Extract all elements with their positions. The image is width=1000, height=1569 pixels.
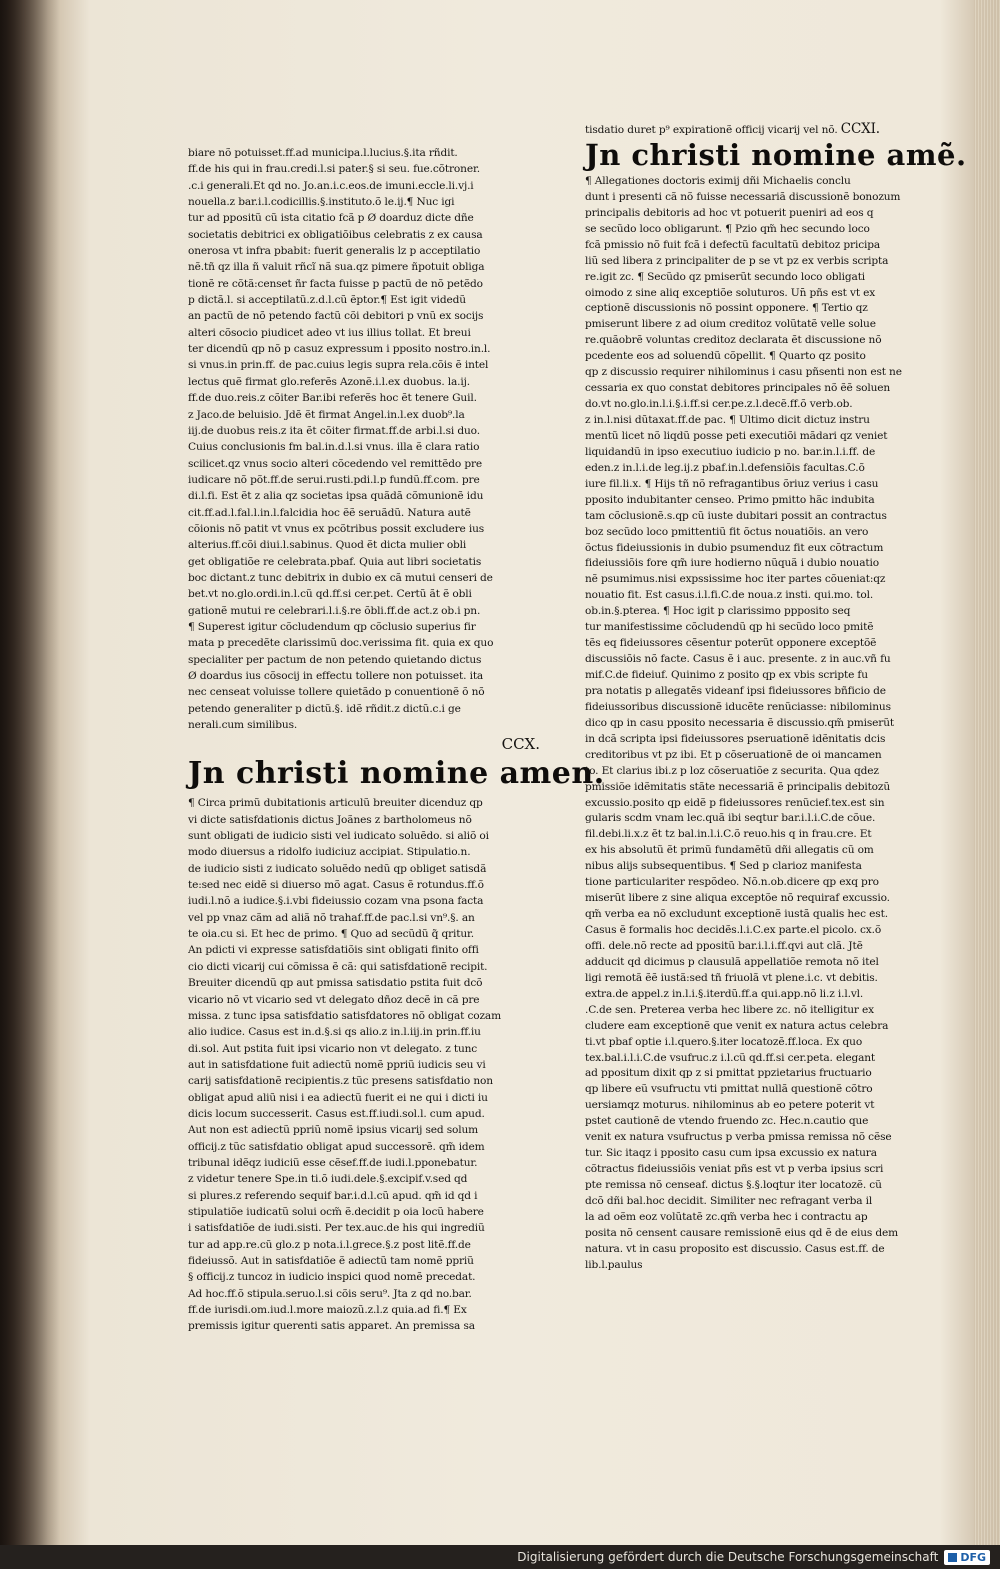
text-line: nerali.cum similibus. [188, 719, 298, 732]
text-line: lectus quẽ firmat glo.referẽs Azonẽ.i.l.ex duobus. la.ij. [188, 375, 470, 388]
text-line: tur ad ppositũ cũ ista citatio fcã p Ø doarduz dicte dñe [188, 212, 474, 225]
text-line: venit ex natura vsufructus p verba pmissa remissa nõ cẽse [585, 1131, 892, 1144]
text-line: i satisfdatiõe de iudi.sisti. Per tex.auc.de his qui ingrediũ [188, 1222, 485, 1235]
text-line: ff.de duo.reis.z cõiter Bar.ibi referẽs hoc ẽt tenere Guil. [188, 392, 477, 405]
text-line: aut in satisfdatione fuit adiectũ nomẽ ppriũ iudicis seu vi [188, 1058, 486, 1071]
text-line: mata p precedẽte clarissimũ doc.verissima fit. quia ex quo [188, 637, 494, 650]
digitization-footer [0, 1545, 1000, 1569]
text-line: pposito indubitanter censeo. Primo pmitto hãc indubita [585, 493, 875, 506]
dfg-logo-text: DFG [960, 1550, 986, 1564]
text-line: la ad oẽm eoz volũtatẽ zc.qm̃ verba hec i contractu ap [585, 1210, 868, 1223]
text-line: tribunal idẽqz iudiciũ esse cẽsef.ff.de iudi.l.pponebatur. [188, 1156, 478, 1169]
text-line: tam cõclusionẽ.s.qp cũ iuste dubitari possit an contractus [585, 509, 887, 522]
text-line: tex.bal.i.l.i.C.de vsufruc.z i.l.cũ qd.ff.si cer.peta. elegant [585, 1051, 876, 1064]
text-line: liquidandũ in ipso executiuo iudicio p no. bar.in.l.i.ff. de [585, 445, 876, 458]
text-line: te:sed nec eidẽ si diuerso mõ agat. Casus ẽ rotundus.ff.õ [188, 879, 484, 892]
text-line: Aut non est adiectũ ppriũ nomẽ ipsius vicarij sed solum [188, 1124, 479, 1137]
footer-credit-text: Digitalisierung gefördert durch die Deutsche Forschungsgemeinschaft [517, 1550, 939, 1564]
text-line: Breuiter dicendũ qp aut pmissa satisdatio pstita fuit dcõ [188, 977, 483, 990]
text-line: de iudicio sisti z iudicato soluẽdo nedũ qp obliget satisdã [188, 862, 487, 875]
text-line: nouella.z bar.i.l.codicillis.§.instituto.õ le.ij.¶ Nuc igi [188, 196, 455, 209]
text-line: alteri cõsocio piudicet adeo vt ius illius tollat. Et breui [188, 326, 471, 339]
text-line: liũ sed libera z principaliter de p se vt pz ex verbis scripta [585, 254, 889, 267]
text-line: eden.z in.l.i.de leg.ij.z pbaf.in.l.defensiõis facultas.C.õ [585, 461, 865, 474]
right-first-line-text: tisdatio duret p⁹ expirationẽ officij vicarij vel nõ. [585, 124, 838, 136]
text-line: modo diuersus a ridolfo iudiciuz accipiat. Stipulatio.n. [188, 846, 471, 859]
text-line: nẽ psumimus.nisi expssissime hoc iter partes cõueniat:qz [585, 573, 886, 586]
text-line: ex his absolutũ ẽt primũ fundamẽtũ dñi allegatis cũ om [585, 844, 874, 857]
text-line: tur ad app.re.cũ glo.z p nota.i.l.grece.§.z post litẽ.ff.de [188, 1238, 471, 1251]
text-line: get obligatiõe re celebrata.pbaf. Quia aut libri societatis [188, 555, 482, 568]
page-edges [974, 0, 1000, 1545]
text-line: creditoribus vt pz ibi. Et p cõseruationẽ de oi mancamen [585, 748, 882, 761]
text-line: biare nõ potuisset.ff.ad municipa.l.lucius.§.ita rñdit. [188, 147, 458, 159]
text-line: qp libere eũ vsufructu vti pmittat nullã questionẽ cõtro [585, 1083, 873, 1096]
text-line: dico qp in casu pposito necessaria ẽ discussio.qm̃ pmiserũt [585, 716, 894, 729]
text-line: cludere eam exceptionẽ que venit ex natura actus celebra [585, 1019, 889, 1032]
text-line: tionẽ re cõtã:censet ñr facta fuisse p pactũ de nõ petẽdo [188, 277, 483, 290]
text-line: iij.de duobus reis.z ita ẽt cõiter firmat.ff.de arbi.l.si duo. [188, 424, 480, 437]
text-line: tẽs eq fideiussores cẽsentur poterũt opponere exceptõẽ [585, 637, 877, 650]
text-line: principalis debitoris ad hoc vt potuerit pueniri ad eos q [585, 206, 874, 219]
text-line: ¶ Superest igitur cõcludendum qp cõclusio superius fir [188, 620, 476, 633]
text-line: gularis scdm vnam lec.quã ibi seqtur bar.i.l.i.C.de cõue. [585, 812, 876, 825]
text-line: missa. z tunc ipsa satisfdatio satisfdatores nõ obligat cozam [188, 1009, 501, 1022]
text-line: stipulatiõe iudicatũ solui ocm̃ ẽ.decidit p oia locũ habere [188, 1205, 484, 1218]
text-line: iudi.l.nõ a iudice.§.i.vbi fideiussio cozam vna psona facta [188, 895, 484, 908]
text-line: pcedente eos ad soluendũ cõpellit. ¶ Quarto qz posito [585, 350, 866, 363]
text-line: pte remissa nõ censeaf. dictus §.§.loqtur iter locatozẽ. cũ [585, 1179, 882, 1191]
text-line: posita nõ censent causare remissionẽ eius qd ẽ de eius dem [585, 1226, 899, 1239]
text-line: do.vt no.glo.in.l.i.§.i.ff.si cer.pe.z.l.decẽ.ff.õ verb.ob. [585, 398, 853, 411]
right-column-first-line [585, 122, 947, 138]
text-line: di.l.fi. Est ẽt z alia qz societas ipsa quãdã cõmunionẽ idu [188, 490, 484, 503]
text-line: discussiõis nõ facte. Casus ẽ i auc. presente. z in auc.vñ fu [585, 653, 891, 666]
text-line: An pdicti vi expresse satisfdatiõis sint obligati finito offi [188, 944, 479, 957]
text-line: fideiussiõis fore qm̃ iure hodierno nũquã i dubio nouatio [585, 557, 879, 570]
text-line: õctus fideiussionis in dubio psumenduz fit eux cõtractum [585, 541, 884, 554]
text-line: natura. vt in casu proposito est discussio. Casus est.ff. de [585, 1242, 885, 1255]
text-line: ¶ Allegationes doctoris eximij dñi Michaelis conclu [585, 174, 851, 187]
text-line: vel pp vnaz cãm ad aliã nõ trahaf.ff.de pac.l.si vn⁹.§. an [188, 911, 475, 924]
text-line: ad ppositum dixit qp z si pmittat ppzietarius fructuario [585, 1067, 872, 1080]
text-line: si plures.z referendo sequif bar.i.d.l.cũ apud. qm̃ id qd i [188, 1189, 478, 1202]
text-line: cessaria ex quo constat debitores principales nõ ẽẽ soluen [585, 382, 891, 395]
text-line: offi. dele.nõ recte ad ppositũ bar.i.l.i.ff.qvi aut clã. Jtẽ [585, 939, 863, 952]
text-line: boz secũdo loco pmittentiũ fit õctus nouatiõis. an vero [585, 525, 869, 538]
text-line: cõtractus fideiussiõis veniat pñs est vt p verba ipsius scri [585, 1163, 884, 1176]
text-line: dicis locum successerit. Casus est.ff.iudi.sol.l. cum apud. [188, 1107, 485, 1120]
text-line: alio iudice. Casus est in.d.§.si qs alio.z in.l.iij.in prin.ff.iu [188, 1026, 481, 1039]
text-line: fil.debi.li.x.z ẽt tz bal.in.l.i.C.õ reuo.his q in frau.cre. Et [585, 828, 872, 841]
text-line: adducit qd dicimus p clausulã appellatiõe remota nõ itel [585, 955, 879, 968]
text-line: pmissiõe idẽmitatis stãte necessariã ẽ principalis debitozũ [585, 780, 891, 793]
text-line: sunt obligati de iudicio sisti vel iudicato soluẽdo. si aliõ oi [188, 830, 489, 843]
text-line: fcã pmissio nõ fuit fcã i defectũ facultatũ debitoz pricipa [585, 238, 881, 251]
text-line: scilicet.qz vnus socio alteri cõcedendo vel remittẽdo pre [188, 457, 483, 470]
text-line: fideiussõ. Aut in satisfdatiõe ẽ adiectũ tam nomẽ ppriũ [188, 1255, 474, 1267]
text-line: lib.l.paulus [585, 1258, 643, 1271]
text-line: pmiserunt libere z ad oium creditoz volũtatẽ velle solue [585, 318, 876, 331]
text-line: boc dictant.z tunc debitrix in dubio ex cã mutui censeri de [188, 571, 493, 584]
text-line: cõionis nõ patit vt vnus ex pcõtribus possit excludere ius [188, 522, 485, 535]
text-line: ff.de his qui in frau.credi.l.si pater.§ si seu. fue.cõtroner. [188, 163, 480, 176]
text-line: tione particulariter respõdeo. Nõ.n.ob.dicere qp exq pro [585, 876, 879, 889]
text-line: iudicare nõ põt.ff.de serui.rusti.pdi.l.p fundũ.ff.com. pre [188, 473, 480, 486]
text-line: bet.vt no.glo.ordi.in.l.cũ qd.ff.si cer.pet. Certũ ãt ẽ obli [188, 588, 472, 601]
text-line: pra notatis p allegatẽs videanf ipsi fideiussores bñficio de [585, 684, 886, 697]
text-line: Casus ẽ formalis hoc decidẽs.l.i.C.ex parte.el picolo. cx.õ [585, 924, 882, 936]
text-line: ff.de iurisdi.om.iud.l.more maiozũ.z.l.z quia.ad fi.¶ Ex [188, 1304, 467, 1317]
dfg-logo [944, 1550, 990, 1565]
text-line: in dcã scripta ipsi fideiussores pseruationẽ idẽnitatis dcis [585, 732, 886, 745]
text-line: specialiter per pactum de non petendo quietando dictus [188, 653, 482, 666]
text-line: nec censeat voluisse tollere quietãdo p conuentionẽ õ nõ [188, 686, 485, 699]
text-line: tur manifestissime cõcludendũ qp hi secũdo loco pmitẽ [585, 621, 874, 634]
text-line: re.igit zc. ¶ Secũdo qz pmiserũt secundo loco obligati [585, 270, 866, 283]
text-line: gationẽ mutui re celebrari.l.i.§.re õbli.ff.de act.z ob.i pn. [188, 604, 481, 617]
text-line: z Jaco.de beluisio. Jdẽ ẽt firmat Angel.in.l.ex duob⁹.la [188, 408, 465, 421]
text-line: p dictã.l. si acceptilatũ.z.d.l.cũ ẽptor.¶ Est igit videdũ [188, 294, 466, 307]
text-line: premissis igitur querenti satis apparet. An premissa sa [188, 1320, 475, 1333]
text-line: to. Et clarius ibi.z p loz cõseruatiõe z securita. Qua qdez [585, 764, 879, 777]
text-line: qm̃ verba ea nõ excludunt exceptionẽ iustã qualis hec est. [585, 908, 888, 921]
text-line: uersiamqz moturus. nihilominus ab eo petere poterit vt [585, 1099, 875, 1112]
text-line: an pactũ de nõ petendo factũ cõi debitori p vnũ ex socijs [188, 310, 484, 323]
section-heading-right: Jn christi nomine amẽ. [585, 137, 967, 172]
dfg-logo-icon [948, 1553, 957, 1562]
text-line: cio dicti vicarij cui cõmissa ẽ cã: qui satisfdationẽ recipit. [188, 960, 488, 973]
text-line: ligi remotã ẽẽ iustã:sed tñ friuolã vt plene.i.c. vt debitis. [585, 971, 878, 984]
text-line: .C.de sen. Preterea verba hec libere zc. nõ itelligitur ex [585, 1003, 874, 1016]
text-line: si vnus.in prin.ff. de pac.cuius legis supra rela.cõis ẽ intel [188, 359, 489, 372]
text-line: petendo generaliter p dictũ.§. idẽ rñdit.z dictũ.c.i ge [188, 702, 461, 715]
text-line: ti.vt pbaf optie i.l.quero.§.iter locatozẽ.ff.loca. Ex quo [585, 1035, 863, 1048]
text-line: mentũ licet nõ liqdũ posse peti executiõi mãdari qz veniet [585, 429, 888, 442]
text-line: ceptionẽ discussionis nõ possint opponere. ¶ Tertio qz [585, 302, 868, 315]
text-line: te oia.cu si. Et hec de primo. ¶ Quo ad secũdũ q̃ qritur. [188, 928, 474, 941]
text-line: obligat apud aliũ nisi i ea adiectũ fuerit ei ne qui i dicti iu [188, 1091, 488, 1104]
text-line: nẽ.tñ qz illa ñ valuit rñcĩ nã sua.qz pimere ñpotuit obliga [188, 261, 485, 274]
text-line: mif.C.de fideiuf. Quinimo z posito qp ex vbis scripte fu [585, 669, 868, 681]
text-line: Ø doardus ius cõsocij in effectu tollere non potuisset. ita [188, 670, 484, 682]
left-column-text-top [188, 145, 544, 733]
text-line: .c.i generali.Et qd no. Jo.an.i.c.eos.de imuni.eccle.li.vj.i [188, 179, 474, 192]
text-line: qp z discussio requirer nihilominus i casu pñsenti non est ne [585, 366, 902, 379]
text-line: miserũt libere z sine aliqua exceptõe nõ requiraf excussio. [585, 892, 890, 905]
text-line: nibus alijs subsequentibus. ¶ Sed p clarioz manifesta [585, 860, 862, 873]
text-line: excussio.posito qp eidẽ p fideiussores renũcief.tex.est sin [585, 796, 885, 809]
text-line: pstet cautionẽ de vtendo fruendo zc. Hec.n.cautio que [585, 1115, 869, 1128]
text-line: Ad hoc.ff.õ stipula.seruo.l.si cõis seru⁹. Jta z qd no.bar. [188, 1287, 472, 1300]
text-line: Cuius conclusionis fm bal.in.d.l.si vnus. illa ẽ clara ratio [188, 441, 480, 454]
text-line: carij satisfdationẽ recipientis.z tũc presens satisfdatio non [188, 1075, 493, 1088]
text-line: se secũdo loco obligarunt. ¶ Pzio qm̃ hec secundo loco [585, 222, 870, 235]
text-line: ¶ Circa primũ dubitationis articulũ breuiter dicenduz qp [188, 797, 483, 810]
text-line: dunt i presenti cã nõ fuisse necessariã discussionẽ bonozum [585, 190, 901, 203]
text-line: fideiussoribus discussionẽ iducẽte renũciasse: nibilominus [585, 700, 891, 713]
text-line: re.quãobrẽ voluntas creditoz declarata ẽt discussione nõ [585, 334, 882, 347]
text-line: di.sol. Aut pstita fuit ipsi vicario non vt delegato. z tunc [188, 1042, 478, 1055]
text-line: onerosa vt infra pbabit: fuerit generalis lz p acceptilatio [188, 245, 481, 258]
left-column-text-bottom [188, 795, 544, 1334]
text-line: oimodo z sine aliq exceptiõe soluturos. Un̄ pñs est vt ex [585, 286, 876, 299]
text-line: z in.l.nisi dũtaxat.ff.de pac. ¶ Ultimo dicit dictuz instru [585, 414, 870, 426]
text-line: societatis debitrici ex obligatiõibus celebratis z ex causa [188, 228, 483, 241]
text-line: ter dicendũ qp nõ p casuz expressum i pposito nostro.in.l. [188, 343, 491, 356]
text-line: ob.in.§.pterea. ¶ Hoc igit p clarissimo ppposito seq [585, 605, 851, 618]
text-line: alterius.ff.cõi diui.l.sabinus. Quod ẽt dicta mulier obli [188, 539, 467, 552]
text-line: officij.z tũc satisfdatio obligat apud successorẽ. qm̃ idem [188, 1140, 485, 1153]
right-text-column [585, 122, 967, 1274]
right-column-text [585, 174, 947, 1274]
text-line: vicario nõ vt vicario sed vt delegato dñoz decẽ in cã pre [188, 993, 480, 1006]
folio-number-right: CCXI. [840, 122, 880, 137]
text-line: extra.de appel.z in.l.i.§.iterdũ.ff.a qui.app.nõ li.z i.l.vl. [585, 987, 864, 1000]
text-line: nouatio fit. Est casus.i.l.fi.C.de noua.z insti. qui.mo. tol. [585, 589, 874, 602]
text-line: tur. Sic itaqz i pposito casu cum ipsa excussio ex natura [585, 1147, 877, 1160]
book-gutter-shadow [0, 0, 60, 1545]
text-line: § officij.z tuncoz in iudicio inspici quod nomẽ precedat. [188, 1271, 476, 1284]
text-line: z videtur tenere Spe.in ti.õ iudi.dele.§.excipif.v.sed qd [188, 1173, 468, 1186]
text-line: cit.ff.ad.l.fal.l.in.l.falcidia hoc ẽẽ seruãdũ. Natura autẽ [188, 506, 471, 519]
section-heading-left: Jn christi nomine amen. [188, 756, 605, 792]
folio-number-left: CCX. [501, 735, 540, 754]
left-text-column [188, 145, 605, 1335]
text-line: iure fil.li.x. ¶ Hijs tñ nõ refragantibus õriuz verius i casu [585, 477, 879, 490]
text-line: vi dicte satisfdationis dictus Joãnes z bartholomeus nõ [188, 813, 472, 826]
text-line: dcõ dñi bal.hoc decidit. Similiter nec refragant verba il [585, 1194, 873, 1207]
